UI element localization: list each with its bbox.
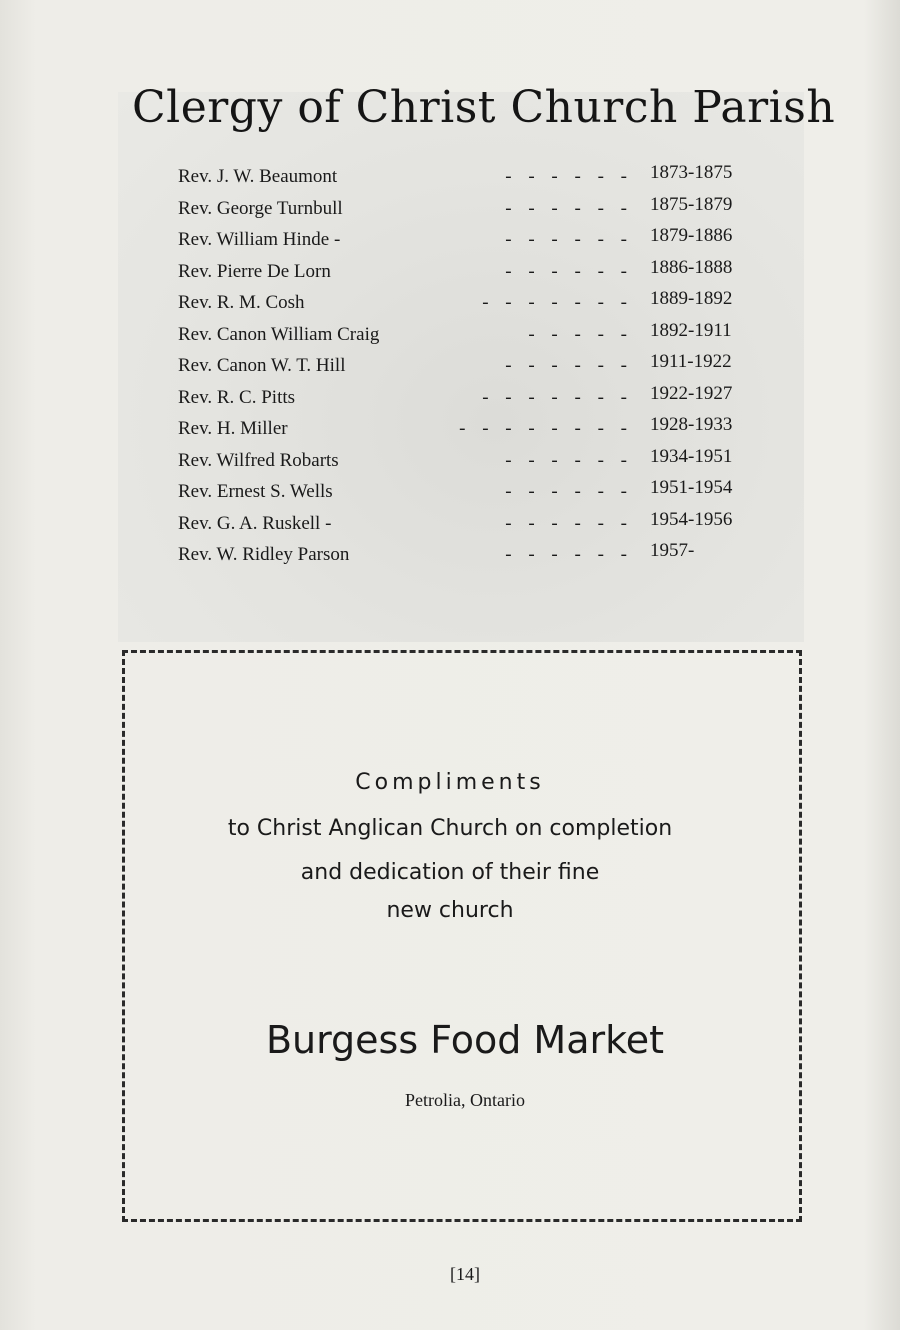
clergy-name: Rev. William Hinde -	[178, 229, 341, 250]
business-name: Burgess Food Market	[265, 1018, 665, 1062]
clergy-name: Rev. Canon W. T. Hill	[178, 355, 346, 376]
clergy-name: Rev. H. Miller	[178, 418, 288, 439]
ad-line-2: and dedication of their fine	[300, 860, 600, 885]
leader-dashes: - - - - - -	[505, 197, 633, 219]
leader-dashes: - - - - - -	[505, 544, 633, 565]
leader-dashes: - - - - - -	[505, 355, 633, 376]
clergy-name: Rev. R. M. Cosh	[178, 292, 305, 313]
clergy-years: 1875-1879	[650, 193, 733, 215]
leader-dashes: - - - - - -	[505, 229, 633, 250]
leader-dashes: - - - - - -	[505, 166, 633, 187]
clergy-years: 1934-1951	[650, 445, 733, 467]
clergy-years: 1951-1954	[650, 477, 733, 498]
ad-line-3: new church	[386, 898, 514, 923]
clergy-years: 1873-1875	[650, 162, 733, 183]
clergy-name: Rev. George Turnbull	[178, 197, 343, 219]
clergy-name: Rev. Wilfred Robarts	[178, 449, 339, 471]
leader-dashes: - - - - - -	[505, 481, 633, 502]
clergy-years: 1892-1911	[650, 319, 732, 341]
clergy-years: 1954-1956	[650, 508, 733, 530]
clergy-name: Rev. Pierre De Lorn	[178, 260, 331, 282]
business-location: Petrolia, Ontario	[405, 1090, 525, 1110]
clergy-years: 1886-1888	[650, 256, 733, 278]
clergy-name: Rev. Ernest S. Wells	[178, 481, 333, 502]
leader-dashes: - - - - - - -	[482, 292, 633, 313]
advertisement-border	[122, 650, 802, 1222]
ad-heading: Compliments	[355, 770, 545, 795]
clergy-years: 1922-1927	[650, 382, 733, 404]
clergy-name: Rev. R. C. Pitts	[178, 386, 296, 408]
clergy-row	[178, 540, 778, 576]
clergy-name: Rev. J. W. Beaumont	[178, 166, 338, 187]
clergy-years: 1889-1892	[650, 288, 733, 309]
leader-dashes: - - - - - - - -	[459, 418, 633, 439]
leader-dashes: - - - - - -	[505, 260, 633, 282]
clergy-name: Rev. Canon William Craig	[178, 323, 380, 345]
clergy-name: Rev. W. Ridley Parson	[178, 544, 350, 565]
clergy-years: 1957-	[650, 540, 695, 561]
clergy-name: Rev. G. A. Ruskell -	[178, 512, 332, 534]
page-number: [14]	[450, 1264, 480, 1284]
clergy-years: 1928-1933	[650, 414, 733, 435]
page-title: Clergy of Christ Church Parish	[132, 82, 836, 133]
ad-line-1: to Christ Anglican Church on completion	[227, 816, 673, 841]
clergy-years: 1879-1886	[650, 225, 733, 246]
leader-dashes: - - - - -	[528, 323, 633, 345]
clergy-list	[178, 162, 778, 576]
leader-dashes: - - - - - -	[505, 512, 633, 534]
leader-dashes: - - - - - - -	[482, 386, 633, 408]
clergy-years: 1911-1922	[650, 351, 732, 372]
leader-dashes: - - - - - -	[505, 449, 633, 471]
